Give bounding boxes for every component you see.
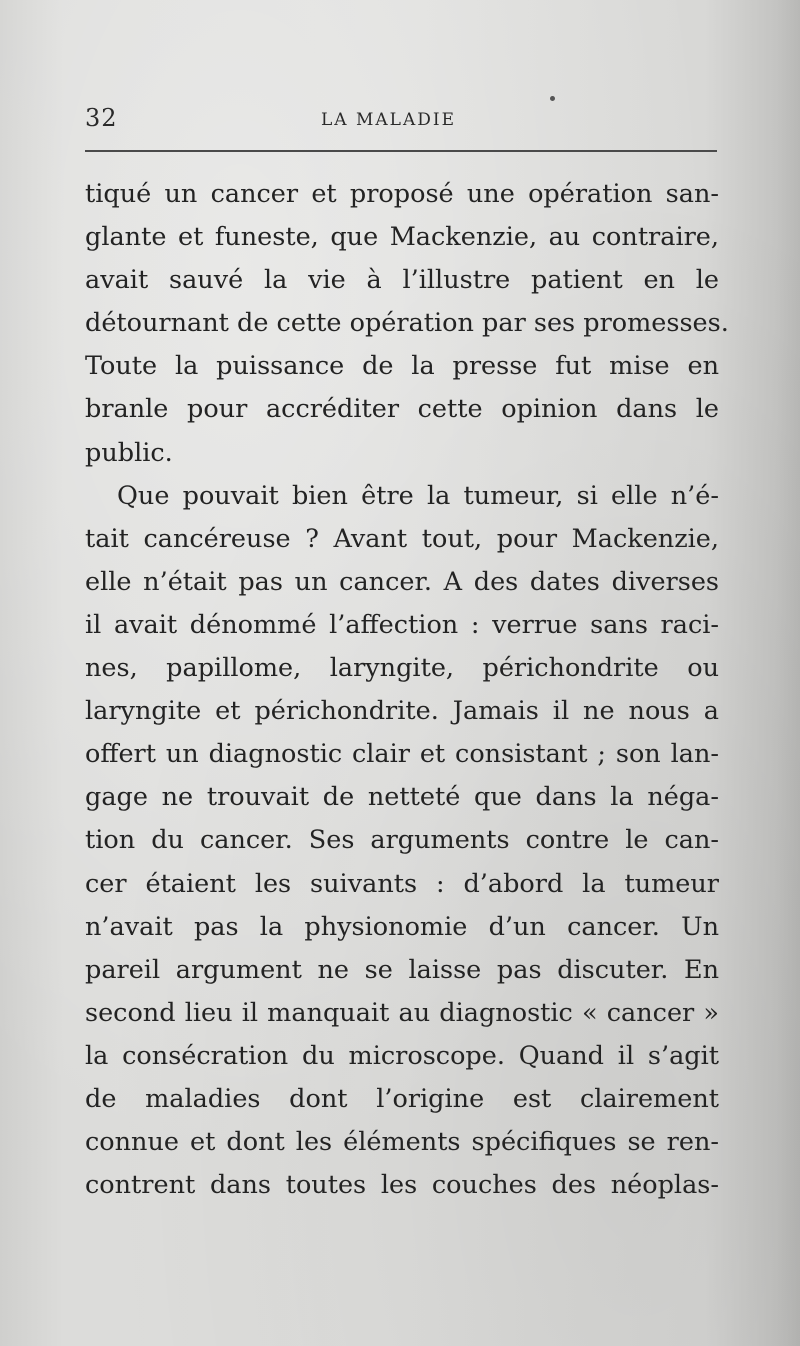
header-rule — [85, 150, 717, 152]
text-line: Toute la puissance de la presse fut mise en — [85, 351, 719, 382]
text-line: laryngite et périchondrite. Jamais il ne nous a — [85, 696, 719, 727]
text-line: contrent dans toutes les couches des néoplas- — [85, 1170, 719, 1201]
text-line: elle n’était pas un cancer. A des dates diverses — [85, 566, 719, 597]
text-line: la consécration du microscope. Quand il s’agit — [85, 1040, 719, 1071]
text-line: pareil argument ne se laisse pas discuter. En — [85, 954, 719, 985]
ink-speck — [550, 96, 555, 101]
text-line: tiqué un cancer et proposé une opération san- — [85, 179, 719, 209]
text-line: gage ne trouvait de netteté que dans la néga- — [85, 782, 719, 813]
text-line: détournant de cette opération par ses promesses. — [85, 308, 729, 339]
running-title: LA MALADIE — [321, 110, 456, 130]
text-line: second lieu il manquait au diagnostic « cancer » — [85, 997, 719, 1028]
text-line: Que pouvait bien être la tumeur, si elle n’é- — [117, 480, 719, 511]
text-line: offert un diagnostic clair et consistant ; son lan- — [85, 739, 719, 770]
text-line: il avait dénommé l’affection : verrue sans raci- — [85, 609, 719, 640]
text-line: public. — [85, 437, 173, 468]
page-number: 32 — [85, 104, 118, 132]
text-line: glante et funeste, que Mackenzie, au contraire, — [85, 222, 719, 253]
text-line: nes, papillome, laryngite, périchondrite ou — [85, 653, 719, 684]
text-line: connue et dont les éléments spécifiques se ren- — [85, 1127, 719, 1158]
text-line: avait sauvé la vie à l’illustre patient en le — [85, 265, 719, 296]
text-line: de maladies dont l’origine est clairement — [85, 1083, 719, 1114]
text-line: n’avait pas la physionomie d’un cancer. Un — [85, 911, 719, 942]
text-line: tion du cancer. Ses arguments contre le can- — [85, 825, 719, 856]
text-line: branle pour accréditer cette opinion dans le — [85, 394, 719, 425]
body-text — [85, 173, 729, 1207]
page-header — [85, 98, 715, 138]
text-line: tait cancéreuse ? Avant tout, pour Mackenzie, — [85, 523, 719, 554]
text-line: cer étaient les suivants : d’abord la tumeur — [85, 868, 719, 899]
